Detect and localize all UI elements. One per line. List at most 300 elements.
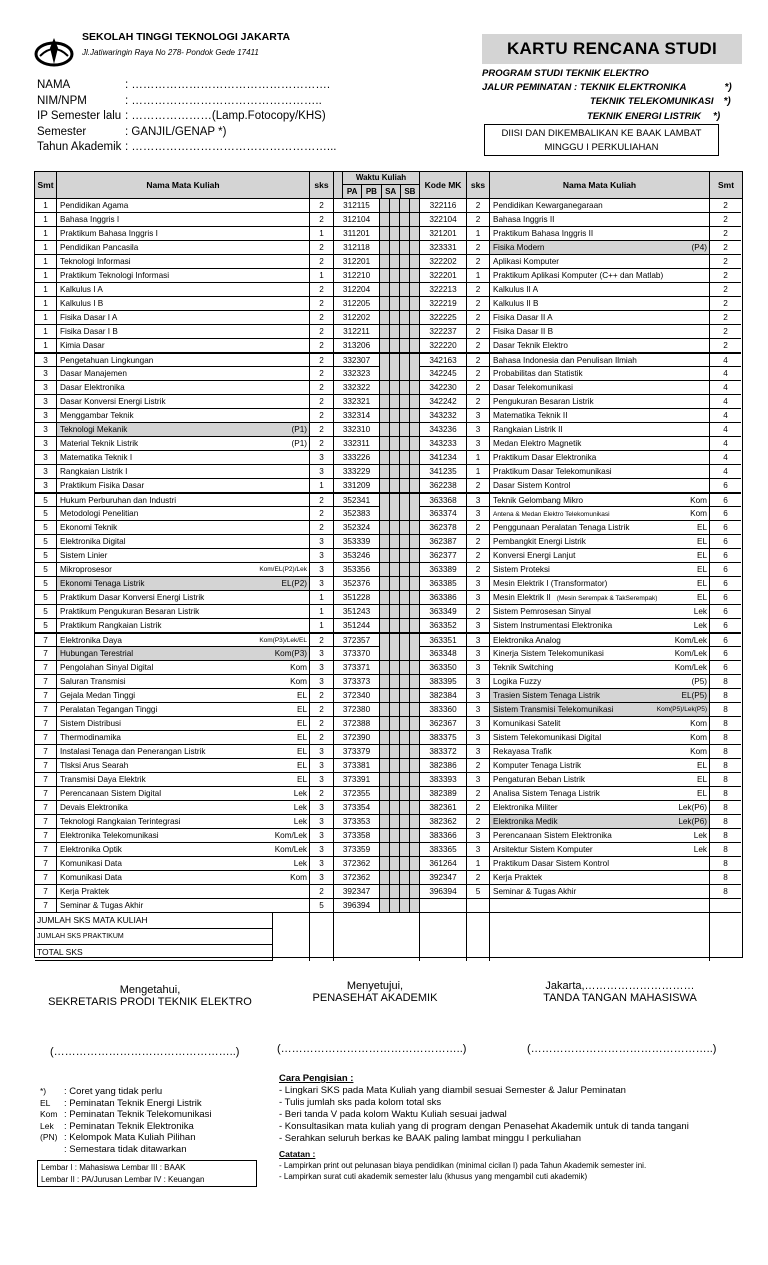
row-sks[interactable]: 2 [310, 367, 334, 380]
waktu-cell-sb[interactable] [410, 773, 420, 786]
row-sks[interactable]: 1 [310, 619, 334, 632]
row-sks[interactable]: 2 [310, 521, 334, 534]
row-sks-right[interactable]: 2 [467, 759, 490, 772]
waktu-cell-sa[interactable] [400, 815, 410, 828]
row-sks-right[interactable]: 2 [467, 395, 490, 408]
waktu-cell-sa[interactable] [400, 689, 410, 702]
total-sks-right[interactable] [467, 913, 490, 961]
waktu-cell-pb[interactable] [390, 241, 400, 254]
waktu-cell-sb[interactable] [410, 731, 420, 744]
waktu-cell-sb[interactable] [410, 829, 420, 842]
row-sks[interactable]: 2 [310, 494, 334, 507]
row-sks[interactable]: 2 [310, 423, 334, 436]
row-sks[interactable]: 3 [310, 647, 334, 660]
row-sks-right[interactable]: 3 [467, 494, 490, 507]
waktu-cell-sb[interactable] [410, 689, 420, 702]
waktu-cell-sb[interactable] [410, 255, 420, 268]
row-sks[interactable]: 2 [310, 297, 334, 310]
row-sks[interactable]: 5 [310, 899, 334, 912]
waktu-cell-sa[interactable] [400, 801, 410, 814]
waktu-cell-pb[interactable] [390, 535, 400, 548]
waktu-cell-sb[interactable] [410, 297, 420, 310]
row-sks[interactable]: 3 [310, 549, 334, 562]
waktu-cell-pb[interactable] [390, 479, 400, 492]
waktu-cell-pb[interactable] [390, 381, 400, 394]
waktu-cell-pb[interactable] [390, 591, 400, 604]
waktu-cell-sb[interactable] [410, 745, 420, 758]
row-sks[interactable]: 3 [310, 843, 334, 856]
waktu-cell-pa[interactable] [380, 577, 390, 590]
waktu-cell-sa[interactable] [400, 465, 410, 478]
row-sks[interactable]: 2 [310, 437, 334, 450]
row-sks[interactable]: 3 [310, 773, 334, 786]
waktu-cell-sb[interactable] [410, 479, 420, 492]
waktu-cell-sa[interactable] [400, 605, 410, 618]
row-sks-right[interactable]: 2 [467, 787, 490, 800]
waktu-cell-pa[interactable] [380, 367, 390, 380]
row-sks-right[interactable]: 2 [467, 241, 490, 254]
waktu-cell-sb[interactable] [410, 857, 420, 870]
waktu-cell-sa[interactable] [400, 339, 410, 352]
waktu-cell-sb[interactable] [410, 354, 420, 367]
sig-line-1[interactable]: (…………………………………………..) [50, 1046, 240, 1058]
waktu-cell-sb[interactable] [410, 423, 420, 436]
waktu-cell-sb[interactable] [410, 801, 420, 814]
waktu-cell-pb[interactable] [390, 339, 400, 352]
waktu-cell-pa[interactable] [380, 773, 390, 786]
waktu-cell-sa[interactable] [400, 494, 410, 507]
waktu-cell-sa[interactable] [400, 759, 410, 772]
waktu-cell-pa[interactable] [380, 213, 390, 226]
waktu-cell-sa[interactable] [400, 787, 410, 800]
waktu-cell-pb[interactable] [390, 199, 400, 212]
waktu-cell-pa[interactable] [380, 634, 390, 647]
row-sks-right[interactable]: 2 [467, 381, 490, 394]
waktu-cell-sb[interactable] [410, 843, 420, 856]
waktu-cell-pa[interactable] [380, 899, 390, 912]
waktu-cell-pb[interactable] [390, 634, 400, 647]
waktu-cell-pa[interactable] [380, 283, 390, 296]
waktu-cell-sa[interactable] [400, 661, 410, 674]
row-sks[interactable]: 1 [310, 605, 334, 618]
waktu-cell-pa[interactable] [380, 871, 390, 884]
info-ip[interactable] [37, 109, 336, 125]
waktu-cell-pb[interactable] [390, 227, 400, 240]
row-sks-right[interactable]: 3 [467, 745, 490, 758]
row-sks-right[interactable]: 3 [467, 591, 490, 604]
waktu-cell-pa[interactable] [380, 563, 390, 576]
waktu-cell-pb[interactable] [390, 675, 400, 688]
waktu-cell-pb[interactable] [390, 577, 400, 590]
row-sks-right[interactable]: 2 [467, 563, 490, 576]
row-sks-right[interactable]: 3 [467, 437, 490, 450]
waktu-cell-pb[interactable] [390, 549, 400, 562]
waktu-cell-sa[interactable] [400, 843, 410, 856]
info-semester[interactable] [37, 125, 336, 141]
row-sks[interactable]: 2 [310, 409, 334, 422]
waktu-cell-pa[interactable] [380, 479, 390, 492]
waktu-cell-pa[interactable] [380, 521, 390, 534]
row-sks[interactable]: 3 [310, 465, 334, 478]
waktu-cell-sa[interactable] [400, 857, 410, 870]
waktu-cell-pa[interactable] [380, 647, 390, 660]
waktu-cell-sa[interactable] [400, 507, 410, 520]
row-sks[interactable]: 1 [310, 591, 334, 604]
row-sks-right[interactable]: 3 [467, 634, 490, 647]
waktu-cell-pb[interactable] [390, 899, 400, 912]
waktu-cell-pb[interactable] [390, 409, 400, 422]
row-sks-right[interactable]: 1 [467, 465, 490, 478]
row-sks[interactable]: 3 [310, 759, 334, 772]
waktu-cell-sa[interactable] [400, 367, 410, 380]
waktu-cell-pa[interactable] [380, 241, 390, 254]
row-sks-right[interactable]: 3 [467, 843, 490, 856]
waktu-cell-pb[interactable] [390, 871, 400, 884]
waktu-cell-pb[interactable] [390, 283, 400, 296]
waktu-cell-pb[interactable] [390, 563, 400, 576]
waktu-cell-sb[interactable] [410, 521, 420, 534]
row-sks[interactable]: 1 [310, 479, 334, 492]
row-sks-right[interactable]: 1 [467, 227, 490, 240]
waktu-cell-sa[interactable] [400, 731, 410, 744]
row-sks[interactable]: 3 [310, 829, 334, 842]
waktu-cell-pa[interactable] [380, 787, 390, 800]
row-sks[interactable]: 2 [310, 339, 334, 352]
waktu-cell-pb[interactable] [390, 787, 400, 800]
row-sks-right[interactable]: 2 [467, 535, 490, 548]
row-sks[interactable]: 2 [310, 199, 334, 212]
waktu-cell-pb[interactable] [390, 325, 400, 338]
row-sks[interactable]: 2 [310, 255, 334, 268]
row-sks-right[interactable]: 3 [467, 689, 490, 702]
waktu-cell-sb[interactable] [410, 507, 420, 520]
sig-line-3[interactable]: (…………………………………………..) [527, 1043, 717, 1055]
waktu-cell-pa[interactable] [380, 354, 390, 367]
row-sks[interactable]: 1 [310, 227, 334, 240]
waktu-cell-pa[interactable] [380, 494, 390, 507]
waktu-cell-sa[interactable] [400, 297, 410, 310]
waktu-cell-pb[interactable] [390, 759, 400, 772]
waktu-cell-pa[interactable] [380, 829, 390, 842]
waktu-cell-sb[interactable] [410, 311, 420, 324]
row-sks[interactable]: 2 [310, 703, 334, 716]
waktu-cell-sa[interactable] [400, 381, 410, 394]
waktu-cell-sa[interactable] [400, 563, 410, 576]
waktu-cell-pb[interactable] [390, 367, 400, 380]
row-sks-right[interactable]: 2 [467, 354, 490, 367]
waktu-cell-sb[interactable] [410, 661, 420, 674]
waktu-cell-pb[interactable] [390, 269, 400, 282]
row-sks-right[interactable]: 5 [467, 885, 490, 898]
waktu-cell-pb[interactable] [390, 213, 400, 226]
sig-line-2[interactable]: (…………………………………………..) [277, 1043, 467, 1055]
row-sks-right[interactable]: 2 [467, 199, 490, 212]
waktu-cell-pb[interactable] [390, 773, 400, 786]
row-sks-right[interactable]: 2 [467, 815, 490, 828]
row-sks[interactable]: 2 [310, 634, 334, 647]
row-sks[interactable]: 3 [310, 815, 334, 828]
waktu-cell-pb[interactable] [390, 507, 400, 520]
waktu-cell-sa[interactable] [400, 409, 410, 422]
row-sks[interactable]: 3 [310, 661, 334, 674]
waktu-cell-pb[interactable] [390, 255, 400, 268]
waktu-cell-pa[interactable] [380, 227, 390, 240]
waktu-cell-pa[interactable] [380, 703, 390, 716]
waktu-cell-pa[interactable] [380, 255, 390, 268]
waktu-cell-pb[interactable] [390, 521, 400, 534]
waktu-cell-sa[interactable] [400, 395, 410, 408]
waktu-cell-pb[interactable] [390, 354, 400, 367]
waktu-cell-sa[interactable] [400, 773, 410, 786]
row-sks[interactable]: 2 [310, 395, 334, 408]
row-sks-right[interactable]: 3 [467, 423, 490, 436]
waktu-cell-pb[interactable] [390, 815, 400, 828]
row-sks-right[interactable]: 1 [467, 857, 490, 870]
waktu-cell-pb[interactable] [390, 297, 400, 310]
waktu-cell-pb[interactable] [390, 451, 400, 464]
waktu-cell-pa[interactable] [380, 381, 390, 394]
waktu-cell-pa[interactable] [380, 591, 390, 604]
row-sks-right[interactable]: 2 [467, 255, 490, 268]
waktu-cell-sb[interactable] [410, 325, 420, 338]
row-sks[interactable]: 3 [310, 535, 334, 548]
row-sks-right[interactable]: 3 [467, 577, 490, 590]
waktu-cell-pb[interactable] [390, 423, 400, 436]
waktu-cell-sa[interactable] [400, 437, 410, 450]
waktu-cell-sb[interactable] [410, 227, 420, 240]
waktu-cell-sb[interactable] [410, 213, 420, 226]
waktu-cell-pa[interactable] [380, 661, 390, 674]
row-sks-right[interactable]: 2 [467, 311, 490, 324]
row-sks-right[interactable]: 2 [467, 213, 490, 226]
waktu-cell-sb[interactable] [410, 605, 420, 618]
waktu-cell-pb[interactable] [390, 717, 400, 730]
waktu-cell-sa[interactable] [400, 199, 410, 212]
row-sks[interactable]: 2 [310, 507, 334, 520]
waktu-cell-pb[interactable] [390, 829, 400, 842]
waktu-cell-sb[interactable] [410, 269, 420, 282]
waktu-cell-pa[interactable] [380, 759, 390, 772]
row-sks-right[interactable]: 2 [467, 521, 490, 534]
waktu-cell-pb[interactable] [390, 801, 400, 814]
waktu-cell-sb[interactable] [410, 787, 420, 800]
waktu-cell-sb[interactable] [410, 675, 420, 688]
waktu-cell-sa[interactable] [400, 451, 410, 464]
row-sks[interactable]: 2 [310, 885, 334, 898]
waktu-cell-sa[interactable] [400, 354, 410, 367]
waktu-cell-sa[interactable] [400, 521, 410, 534]
row-sks-right[interactable]: 3 [467, 731, 490, 744]
row-sks[interactable]: 3 [310, 801, 334, 814]
waktu-cell-pb[interactable] [390, 885, 400, 898]
waktu-cell-sa[interactable] [400, 634, 410, 647]
waktu-cell-pb[interactable] [390, 857, 400, 870]
waktu-cell-pa[interactable] [380, 745, 390, 758]
waktu-cell-pa[interactable] [380, 885, 390, 898]
waktu-cell-pa[interactable] [380, 605, 390, 618]
waktu-cell-sb[interactable] [410, 494, 420, 507]
row-sks-right[interactable]: 2 [467, 283, 490, 296]
waktu-cell-pa[interactable] [380, 619, 390, 632]
waktu-cell-sa[interactable] [400, 255, 410, 268]
row-sks-right[interactable]: 2 [467, 325, 490, 338]
waktu-cell-pa[interactable] [380, 843, 390, 856]
waktu-cell-sa[interactable] [400, 227, 410, 240]
waktu-cell-pa[interactable] [380, 549, 390, 562]
waktu-cell-sa[interactable] [400, 717, 410, 730]
row-sks-right[interactable]: 2 [467, 801, 490, 814]
row-sks[interactable]: 1 [310, 269, 334, 282]
row-sks-right[interactable]: 3 [467, 619, 490, 632]
row-sks-right[interactable]: 2 [467, 549, 490, 562]
waktu-cell-sb[interactable] [410, 634, 420, 647]
waktu-cell-sa[interactable] [400, 885, 410, 898]
waktu-cell-pa[interactable] [380, 465, 390, 478]
row-sks-right[interactable]: 2 [467, 339, 490, 352]
waktu-cell-pa[interactable] [380, 437, 390, 450]
waktu-cell-pa[interactable] [380, 535, 390, 548]
waktu-cell-sb[interactable] [410, 577, 420, 590]
waktu-cell-pb[interactable] [390, 731, 400, 744]
waktu-cell-pa[interactable] [380, 801, 390, 814]
row-sks-right[interactable]: 3 [467, 829, 490, 842]
waktu-cell-sa[interactable] [400, 829, 410, 842]
total-sks-left[interactable] [310, 913, 334, 961]
waktu-cell-pa[interactable] [380, 311, 390, 324]
row-sks-right[interactable] [467, 899, 490, 912]
waktu-cell-pb[interactable] [390, 605, 400, 618]
waktu-cell-sa[interactable] [400, 283, 410, 296]
waktu-cell-pb[interactable] [390, 703, 400, 716]
waktu-cell-sb[interactable] [410, 591, 420, 604]
waktu-cell-sa[interactable] [400, 675, 410, 688]
waktu-cell-sa[interactable] [400, 871, 410, 884]
row-sks[interactable]: 2 [310, 381, 334, 394]
waktu-cell-pa[interactable] [380, 815, 390, 828]
waktu-cell-sa[interactable] [400, 479, 410, 492]
row-sks[interactable]: 2 [310, 717, 334, 730]
row-sks[interactable]: 3 [310, 451, 334, 464]
waktu-cell-pa[interactable] [380, 689, 390, 702]
waktu-cell-sb[interactable] [410, 381, 420, 394]
waktu-cell-sa[interactable] [400, 535, 410, 548]
waktu-cell-pa[interactable] [380, 451, 390, 464]
waktu-cell-sa[interactable] [400, 647, 410, 660]
waktu-cell-pa[interactable] [380, 199, 390, 212]
waktu-cell-sa[interactable] [400, 269, 410, 282]
row-sks[interactable]: 3 [310, 577, 334, 590]
waktu-cell-pa[interactable] [380, 717, 390, 730]
waktu-cell-sb[interactable] [410, 815, 420, 828]
waktu-cell-sb[interactable] [410, 619, 420, 632]
info-nim[interactable] [37, 94, 336, 110]
waktu-cell-pa[interactable] [380, 731, 390, 744]
waktu-cell-pb[interactable] [390, 647, 400, 660]
waktu-cell-sa[interactable] [400, 549, 410, 562]
waktu-cell-pa[interactable] [380, 325, 390, 338]
waktu-cell-sa[interactable] [400, 703, 410, 716]
waktu-cell-sa[interactable] [400, 311, 410, 324]
row-sks-right[interactable]: 2 [467, 297, 490, 310]
waktu-cell-sb[interactable] [410, 563, 420, 576]
waktu-cell-pa[interactable] [380, 423, 390, 436]
waktu-cell-sb[interactable] [410, 451, 420, 464]
waktu-cell-sb[interactable] [410, 409, 420, 422]
row-sks[interactable]: 2 [310, 325, 334, 338]
row-sks-right[interactable]: 3 [467, 409, 490, 422]
row-sks-right[interactable]: 2 [467, 479, 490, 492]
row-sks[interactable]: 2 [310, 354, 334, 367]
waktu-cell-pa[interactable] [380, 297, 390, 310]
row-sks-right[interactable]: 2 [467, 367, 490, 380]
waktu-cell-pb[interactable] [390, 465, 400, 478]
waktu-cell-sb[interactable] [410, 241, 420, 254]
waktu-cell-sb[interactable] [410, 759, 420, 772]
row-sks[interactable]: 2 [310, 689, 334, 702]
waktu-cell-pb[interactable] [390, 843, 400, 856]
row-sks-right[interactable]: 3 [467, 675, 490, 688]
waktu-cell-sa[interactable] [400, 241, 410, 254]
row-sks[interactable]: 2 [310, 311, 334, 324]
waktu-cell-sb[interactable] [410, 283, 420, 296]
waktu-cell-sb[interactable] [410, 535, 420, 548]
waktu-cell-sa[interactable] [400, 745, 410, 758]
info-tahun[interactable] [37, 140, 336, 156]
row-sks-right[interactable]: 3 [467, 717, 490, 730]
waktu-cell-pb[interactable] [390, 311, 400, 324]
info-nama[interactable] [37, 78, 336, 94]
row-sks-right[interactable]: 1 [467, 269, 490, 282]
row-sks[interactable]: 2 [310, 283, 334, 296]
waktu-cell-pa[interactable] [380, 857, 390, 870]
waktu-cell-sb[interactable] [410, 703, 420, 716]
row-sks[interactable]: 3 [310, 563, 334, 576]
waktu-cell-sa[interactable] [400, 591, 410, 604]
row-sks[interactable]: 3 [310, 857, 334, 870]
waktu-cell-sa[interactable] [400, 577, 410, 590]
waktu-cell-pb[interactable] [390, 661, 400, 674]
row-sks-right[interactable]: 3 [467, 661, 490, 674]
row-sks[interactable]: 2 [310, 213, 334, 226]
row-sks-right[interactable]: 3 [467, 507, 490, 520]
row-sks[interactable]: 3 [310, 871, 334, 884]
waktu-cell-pa[interactable] [380, 675, 390, 688]
waktu-cell-sa[interactable] [400, 619, 410, 632]
waktu-cell-sa[interactable] [400, 423, 410, 436]
row-sks-right[interactable]: 2 [467, 871, 490, 884]
row-sks[interactable]: 2 [310, 731, 334, 744]
waktu-cell-sa[interactable] [400, 899, 410, 912]
waktu-cell-pb[interactable] [390, 494, 400, 507]
waktu-cell-sa[interactable] [400, 325, 410, 338]
row-sks-right[interactable]: 3 [467, 703, 490, 716]
waktu-cell-sb[interactable] [410, 885, 420, 898]
waktu-cell-sb[interactable] [410, 717, 420, 730]
waktu-cell-pa[interactable] [380, 339, 390, 352]
waktu-cell-sb[interactable] [410, 367, 420, 380]
row-sks-right[interactable]: 3 [467, 647, 490, 660]
row-sks[interactable]: 3 [310, 675, 334, 688]
waktu-cell-pb[interactable] [390, 437, 400, 450]
waktu-cell-sb[interactable] [410, 395, 420, 408]
row-sks-right[interactable]: 3 [467, 773, 490, 786]
waktu-cell-sb[interactable] [410, 437, 420, 450]
row-sks[interactable]: 2 [310, 787, 334, 800]
waktu-cell-pa[interactable] [380, 269, 390, 282]
row-sks-right[interactable]: 1 [467, 451, 490, 464]
row-sks-right[interactable]: 2 [467, 605, 490, 618]
waktu-cell-pa[interactable] [380, 409, 390, 422]
